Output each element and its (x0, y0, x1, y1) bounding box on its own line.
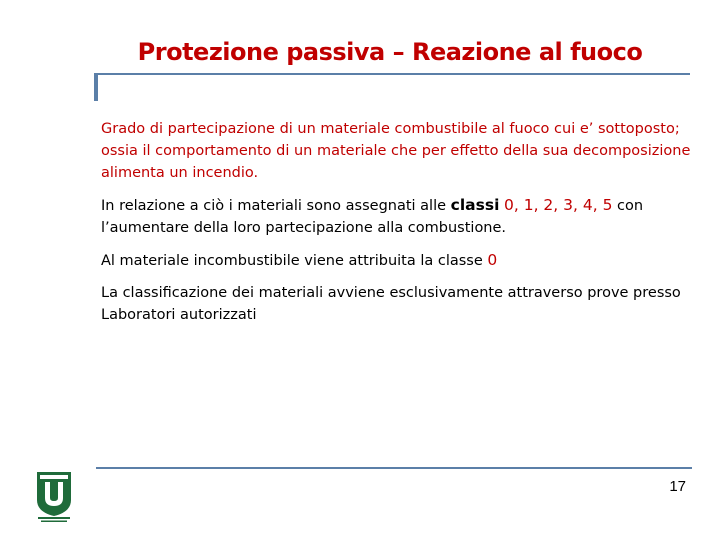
page-number: 17 (669, 478, 686, 495)
incombustible-text: Al materiale incombustibile viene attribuita la classe (101, 253, 488, 269)
classes-list: 0, 1, 2, 3, 4, 5 (504, 196, 613, 214)
incombustible-paragraph (101, 249, 701, 272)
slide-title: Protezione passiva – Reazione al fuoco (137, 38, 643, 66)
university-logo (34, 470, 74, 524)
classes-text-before: In relazione a ciò i materiali sono assegnati alle (101, 198, 451, 214)
class-zero: 0 (487, 251, 498, 269)
slide-body (101, 118, 701, 336)
classes-word: classi (450, 196, 500, 214)
title-underline (94, 73, 690, 75)
definition-paragraph: Grado di partecipazione di un materiale combustibile al fuoco cui e’ sottoposto; ossia il comportamento di un materiale che per effetto della sua decomposizione alimenta un incendio. (101, 121, 691, 181)
title-accent-bar (94, 73, 98, 101)
classification-paragraph: La classificazione dei materiali avviene esclusivamente attraverso prove presso Laboratori autorizzati (101, 285, 681, 323)
classes-paragraph (101, 194, 701, 239)
footer-rule (96, 467, 692, 469)
classes-text-after: con l’aumentare della loro partecipazione alla combustione. (101, 198, 644, 236)
